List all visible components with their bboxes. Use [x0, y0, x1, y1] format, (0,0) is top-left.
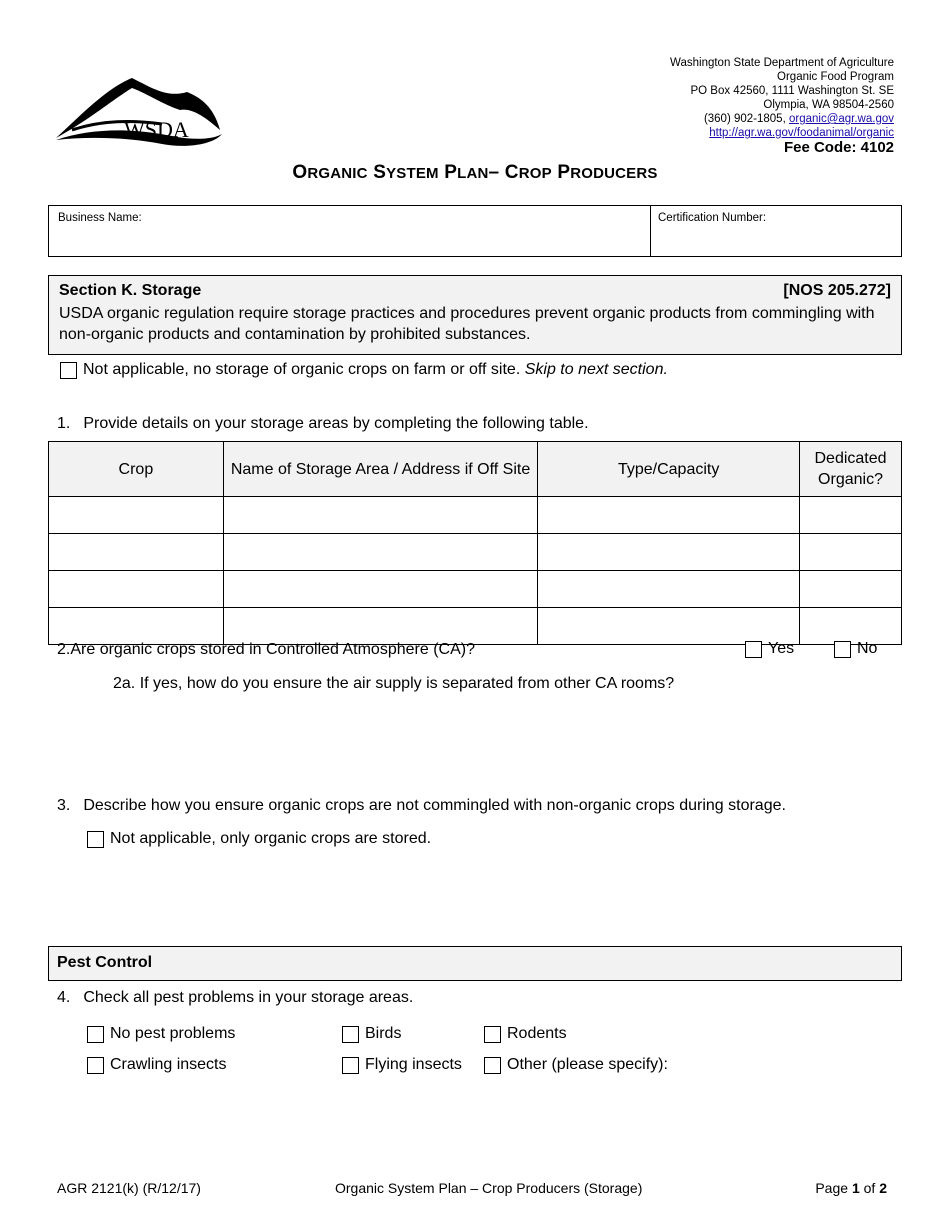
email-link[interactable]: organic@agr.wa.gov — [788, 113, 894, 125]
business-name-label: Business Name: — [58, 212, 142, 224]
pest-option-crawling-insects — [87, 1056, 226, 1074]
contact-line — [670, 112, 894, 126]
table-cell[interactable] — [538, 608, 800, 645]
agency-address — [670, 56, 894, 155]
q3-answer-area[interactable] — [85, 860, 902, 930]
question-2a: 2a. If yes, how do you ensure the air supply is separated from other CA rooms? — [113, 675, 675, 692]
table-row — [49, 571, 902, 608]
option-label: No pest problems — [110, 1025, 236, 1042]
table-row — [49, 608, 902, 645]
table-cell[interactable] — [538, 534, 800, 571]
question-4: 4. Check all pest problems in your storage areas. — [57, 989, 414, 1006]
address-line: Olympia, WA 98504-2560 — [763, 99, 894, 111]
pest-option-rodents — [484, 1025, 567, 1043]
option-label: Rodents — [507, 1025, 567, 1042]
table-cell[interactable] — [800, 534, 902, 571]
wsda-logo — [52, 74, 224, 152]
address-line: Organic Food Program — [777, 71, 894, 83]
footer-title: Organic System Plan – Crop Producers (Storage) — [335, 1180, 643, 1196]
col-header-crop: Crop — [49, 442, 224, 497]
storage-table — [48, 441, 902, 645]
table-cell[interactable] — [49, 571, 224, 608]
q2a-answer-area[interactable] — [113, 700, 902, 780]
fee-code: Fee Code: 4102 — [783, 139, 894, 156]
q3-not-applicable-option — [87, 830, 431, 848]
other-checkbox[interactable] — [484, 1057, 501, 1074]
table-cell[interactable] — [538, 571, 800, 608]
address-line: Washington State Department of Agriculture — [670, 57, 894, 69]
table-row — [49, 534, 902, 571]
not-applicable-option — [60, 361, 668, 379]
business-info-box — [48, 205, 902, 257]
no-pest-checkbox[interactable] — [87, 1026, 104, 1043]
q2-no-checkbox[interactable] — [834, 641, 851, 658]
q2-yes-checkbox[interactable] — [745, 641, 762, 658]
table-cell[interactable] — [49, 608, 224, 645]
col-header-type-capacity: Type/Capacity — [538, 442, 800, 497]
col-header-dedicated-organic: Dedicated Organic? — [800, 442, 902, 497]
table-cell[interactable] — [223, 608, 538, 645]
pest-control-header: Pest Control — [48, 946, 902, 981]
col-header-storage-area: Name of Storage Area / Address if Off Site — [223, 442, 538, 497]
logo-text: WSDA — [124, 117, 189, 142]
flying-insects-checkbox[interactable] — [342, 1057, 359, 1074]
table-cell[interactable] — [538, 497, 800, 534]
certification-number-label: Certification Number: — [658, 212, 767, 224]
section-k-header — [48, 275, 902, 355]
regulation-reference: [NOS 205.272] — [783, 282, 891, 299]
q2-yes-label: Yes — [768, 640, 795, 657]
table-cell[interactable] — [223, 534, 538, 571]
table-cell[interactable] — [223, 571, 538, 608]
pest-option-birds — [342, 1025, 401, 1043]
not-applicable-text: Not applicable, no storage of organic crops on farm or off site. Skip to next section. — [83, 361, 668, 378]
business-name-field[interactable] — [55, 228, 643, 254]
section-description: USDA organic regulation require storage practices and procedures prevent organic products from commingling with non-organic products and contamination by prohibited substances. — [59, 305, 875, 343]
question-3: 3. Describe how you ensure organic crops are not commingled with non-organic crops during storage. — [57, 797, 786, 814]
section-title: Section K. Storage — [59, 282, 202, 299]
option-label: Birds — [365, 1025, 402, 1042]
pest-option-flying-insects — [342, 1056, 462, 1074]
table-cell[interactable] — [49, 534, 224, 571]
page-title: ORGANIC SYSTEM PLAN– CROP PRODUCERS — [292, 162, 658, 183]
page-number: Page 1 of 2 — [815, 1180, 887, 1196]
not-applicable-checkbox[interactable] — [60, 362, 77, 379]
table-cell[interactable] — [800, 608, 902, 645]
table-cell[interactable] — [223, 497, 538, 534]
q2-no-option — [834, 640, 877, 658]
birds-checkbox[interactable] — [342, 1026, 359, 1043]
crawling-insects-checkbox[interactable] — [87, 1057, 104, 1074]
other-specify-field[interactable] — [668, 1052, 902, 1076]
q3-not-applicable-label: Not applicable, only organic crops are stored. — [110, 830, 432, 847]
address-line: PO Box 42560, 1111 Washington St. SE — [690, 85, 894, 97]
certification-number-field[interactable] — [655, 228, 895, 254]
table-cell[interactable] — [800, 571, 902, 608]
table-row — [49, 497, 902, 534]
q3-not-applicable-checkbox[interactable] — [87, 831, 104, 848]
table-cell[interactable] — [800, 497, 902, 534]
q2-no-label: No — [857, 640, 878, 657]
phone: (360) 902-1805, — [703, 113, 786, 125]
question-2: 2.Are organic crops stored in Controlled Atmosphere (CA)? — [57, 641, 475, 658]
option-label: Flying insects — [365, 1056, 462, 1073]
option-label: Crawling insects — [110, 1056, 227, 1073]
website-link[interactable]: http://agr.wa.gov/foodanimal/organic — [709, 127, 894, 139]
question-1: 1. Provide details on your storage areas by completing the following table. — [57, 415, 589, 432]
form-id: AGR 2121(k) (R/12/17) — [57, 1180, 201, 1196]
pest-option-other — [484, 1056, 668, 1074]
pest-option-no-pest — [87, 1025, 235, 1043]
q2-yes-option — [745, 640, 794, 658]
table-cell[interactable] — [49, 497, 224, 534]
option-label: Other (please specify): — [507, 1056, 668, 1073]
rodents-checkbox[interactable] — [484, 1026, 501, 1043]
